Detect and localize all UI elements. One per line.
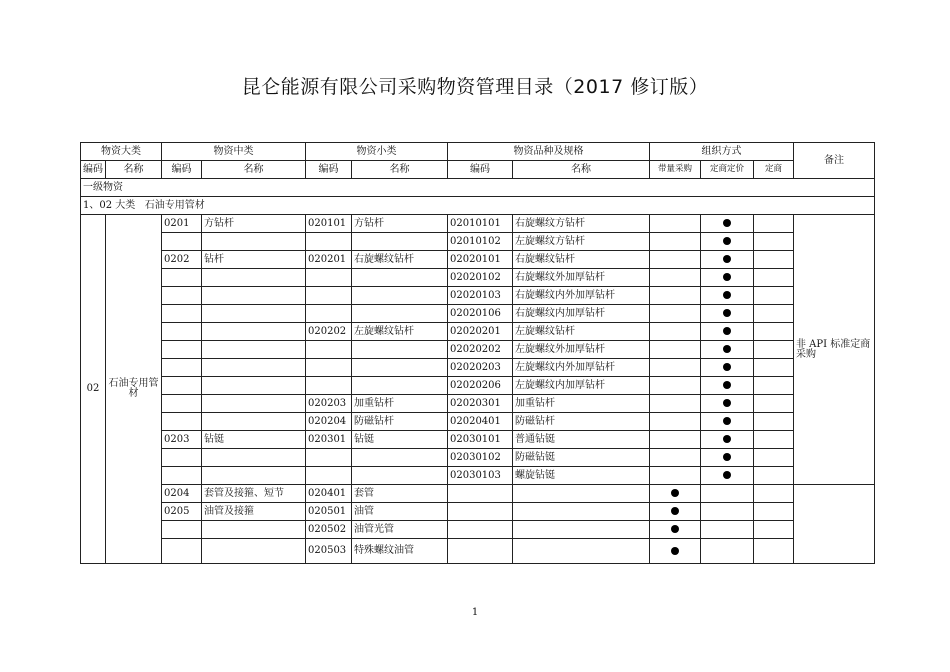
method-cell [650,377,701,395]
filled-dot-icon [723,399,731,407]
item-name: 左旋螺纹方钻杆 [513,233,650,251]
section-category: 1、02 大类 石油专用管材 [81,197,875,215]
mid-code [162,269,202,287]
mid-name: 钻铤 [202,431,306,449]
method-cell [701,215,754,233]
mid-code: 0204 [162,485,202,503]
method-cell [754,395,794,413]
filled-dot-icon [723,237,731,245]
filled-dot-icon [723,309,731,317]
table-row [81,251,875,269]
header-method-supplier: 定商 [754,161,794,179]
method-cell [754,431,794,449]
mid-name: 钻杆 [202,251,306,269]
filled-dot-icon [723,453,731,461]
item-code [448,539,513,564]
method-cell [650,359,701,377]
item-name: 左旋螺纹外加厚钻杆 [513,341,650,359]
sub-name [352,449,448,467]
header-major-name: 名称 [106,161,162,179]
item-name: 左旋螺纹内加厚钻杆 [513,377,650,395]
method-cell [754,521,794,539]
method-cell [754,485,794,503]
sub-name: 防磁钻杆 [352,413,448,431]
header-major-code: 编码 [81,161,106,179]
item-code: 02010101 [448,215,513,233]
method-cell [701,431,754,449]
mid-name [202,323,306,341]
sub-name [352,233,448,251]
header-item: 物资品种及规格 [448,143,650,161]
method-cell [754,215,794,233]
table-row [81,413,875,431]
filled-dot-icon [723,417,731,425]
sub-name [352,305,448,323]
table-row [81,269,875,287]
method-cell [701,467,754,485]
header-remark: 备注 [794,143,875,179]
method-cell [701,377,754,395]
table-row [81,539,875,564]
method-cell [650,539,701,564]
table-row [81,359,875,377]
table-row [81,503,875,521]
method-cell [650,467,701,485]
filled-dot-icon [671,525,679,533]
method-cell [754,269,794,287]
method-cell [650,521,701,539]
sub-code: 020501 [306,503,352,521]
mid-code [162,521,202,539]
remark-cell: 非 API 标准定商采购 [794,215,875,485]
sub-name [352,467,448,485]
method-cell [701,503,754,521]
method-cell [650,413,701,431]
method-cell [754,359,794,377]
item-code: 02020301 [448,395,513,413]
item-code: 02020102 [448,269,513,287]
sub-code [306,269,352,287]
filled-dot-icon [723,363,731,371]
method-cell [754,467,794,485]
section-level-row [81,179,875,197]
mid-code [162,395,202,413]
sub-name: 钻铤 [352,431,448,449]
method-cell [701,539,754,564]
method-cell [754,233,794,251]
sub-name: 右旋螺纹钻杆 [352,251,448,269]
sub-name [352,377,448,395]
document-title: 昆仑能源有限公司采购物资管理目录（2017 修订版） [241,76,709,98]
item-code: 02020203 [448,359,513,377]
table-row [81,467,875,485]
method-cell [701,413,754,431]
mid-code [162,377,202,395]
mid-code [162,539,202,564]
major-code: 02 [81,215,106,564]
filled-dot-icon [723,255,731,263]
table-row [81,233,875,251]
header-sub: 物资小类 [306,143,448,161]
sub-name: 左旋螺纹钻杆 [352,323,448,341]
sub-code: 020401 [306,485,352,503]
method-cell [754,413,794,431]
mid-name [202,377,306,395]
method-cell [754,341,794,359]
item-name: 右旋螺纹外加厚钻杆 [513,269,650,287]
sub-code [306,341,352,359]
filled-dot-icon [723,219,731,227]
sub-code [306,287,352,305]
item-name: 左旋螺纹内外加厚钻杆 [513,359,650,377]
sub-code [306,305,352,323]
sub-code: 020204 [306,413,352,431]
method-cell [754,449,794,467]
item-name: 右旋螺纹钻杆 [513,251,650,269]
header-mid-name: 名称 [202,161,306,179]
mid-name: 油管及接箍 [202,503,306,521]
sub-name [352,341,448,359]
header-mid-code: 编码 [162,161,202,179]
mid-code [162,305,202,323]
header-major: 物资大类 [81,143,162,161]
table-row [81,377,875,395]
sub-code [306,449,352,467]
method-cell [754,539,794,564]
mid-name [202,521,306,539]
sub-code [306,467,352,485]
remark-cell-empty [794,485,875,564]
item-name: 左旋螺纹钻杆 [513,323,650,341]
method-cell [754,503,794,521]
mid-name [202,233,306,251]
mid-code [162,233,202,251]
method-cell [701,521,754,539]
sub-name: 油管 [352,503,448,521]
mid-code: 0205 [162,503,202,521]
item-name: 右旋螺纹内外加厚钻杆 [513,287,650,305]
item-code: 02020202 [448,341,513,359]
item-name: 防磁钻杆 [513,413,650,431]
table-row [81,215,875,233]
item-code [448,521,513,539]
method-cell [650,305,701,323]
header-row-groups [81,143,875,161]
mid-name [202,449,306,467]
filled-dot-icon [723,345,731,353]
item-code [448,503,513,521]
page-number: 1 [471,607,479,618]
mid-name: 方钻杆 [202,215,306,233]
filled-dot-icon [671,507,679,515]
method-cell [650,503,701,521]
sub-code: 020101 [306,215,352,233]
item-name: 右旋螺纹方钻杆 [513,215,650,233]
sub-name: 套管 [352,485,448,503]
header-method-volume: 带量采购 [650,161,701,179]
table-row [81,431,875,449]
item-code: 02020206 [448,377,513,395]
sub-name: 特殊螺纹油管 [352,539,448,564]
filled-dot-icon [723,381,731,389]
filled-dot-icon [723,291,731,299]
sub-code [306,377,352,395]
mid-code [162,359,202,377]
method-cell [650,449,701,467]
mid-name: 套管及接箍、短节 [202,485,306,503]
method-cell [650,323,701,341]
sub-code: 020201 [306,251,352,269]
sub-code: 020202 [306,323,352,341]
method-cell [701,341,754,359]
table-row [81,287,875,305]
catalog-table [80,142,875,564]
mid-name [202,269,306,287]
sub-code: 020503 [306,539,352,564]
header-item-code: 编码 [448,161,513,179]
section-level: 一级物资 [81,179,875,197]
table-row [81,449,875,467]
mid-name [202,305,306,323]
header-method: 组织方式 [650,143,794,161]
sub-code: 020502 [306,521,352,539]
item-name [513,521,650,539]
item-code: 02020106 [448,305,513,323]
filled-dot-icon [723,435,731,443]
table-row [81,485,875,503]
method-cell [701,485,754,503]
mid-name [202,413,306,431]
table-row [81,323,875,341]
sub-name [352,359,448,377]
mid-name [202,341,306,359]
filled-dot-icon [671,547,679,555]
method-cell [650,233,701,251]
sub-name: 油管光管 [352,521,448,539]
filled-dot-icon [671,489,679,497]
item-name: 螺旋钻铤 [513,467,650,485]
item-code: 02020103 [448,287,513,305]
item-code: 02030102 [448,449,513,467]
item-code: 02010102 [448,233,513,251]
method-cell [701,305,754,323]
mid-code: 0202 [162,251,202,269]
item-name [513,503,650,521]
mid-name [202,539,306,564]
method-cell [650,485,701,503]
sub-code [306,233,352,251]
item-name: 普通钻铤 [513,431,650,449]
mid-code [162,449,202,467]
method-cell [650,269,701,287]
mid-name [202,467,306,485]
sub-name: 加重钻杆 [352,395,448,413]
header-mid: 物资中类 [162,143,306,161]
sub-name: 方钻杆 [352,215,448,233]
header-sub-code: 编码 [306,161,352,179]
header-method-price: 定商定价 [701,161,754,179]
mid-code: 0203 [162,431,202,449]
mid-name [202,287,306,305]
item-name: 加重钻杆 [513,395,650,413]
item-code: 02020201 [448,323,513,341]
mid-code [162,341,202,359]
filled-dot-icon [723,327,731,335]
method-cell [650,341,701,359]
method-cell [701,323,754,341]
method-cell [701,287,754,305]
item-name [513,485,650,503]
item-name [513,539,650,564]
method-cell [701,233,754,251]
item-code: 02030103 [448,467,513,485]
sub-name [352,287,448,305]
major-name: 石油专用管材 [106,215,162,564]
item-code [448,485,513,503]
method-cell [650,431,701,449]
method-cell [650,395,701,413]
item-name: 防磁钻铤 [513,449,650,467]
item-code: 02020101 [448,251,513,269]
header-sub-name: 名称 [352,161,448,179]
method-cell [754,377,794,395]
table-row [81,521,875,539]
method-cell [650,215,701,233]
method-cell [701,449,754,467]
table-row [81,395,875,413]
item-name: 右旋螺纹内加厚钻杆 [513,305,650,323]
mid-code [162,287,202,305]
header-row-columns [81,161,875,179]
mid-code: 0201 [162,215,202,233]
table-row [81,305,875,323]
table-row [81,341,875,359]
sub-code: 020203 [306,395,352,413]
item-code: 02020401 [448,413,513,431]
method-cell [701,359,754,377]
filled-dot-icon [723,273,731,281]
method-cell [754,251,794,269]
method-cell [754,287,794,305]
method-cell [754,305,794,323]
mid-code [162,323,202,341]
mid-name [202,395,306,413]
item-code: 02030101 [448,431,513,449]
sub-name [352,269,448,287]
method-cell [701,395,754,413]
method-cell [650,287,701,305]
method-cell [650,251,701,269]
sub-code [306,359,352,377]
filled-dot-icon [723,471,731,479]
method-cell [754,323,794,341]
method-cell [701,251,754,269]
sub-code: 020301 [306,431,352,449]
section-category-row [81,197,875,215]
method-cell [701,269,754,287]
mid-code [162,413,202,431]
header-item-name: 名称 [513,161,650,179]
mid-name [202,359,306,377]
mid-code [162,467,202,485]
